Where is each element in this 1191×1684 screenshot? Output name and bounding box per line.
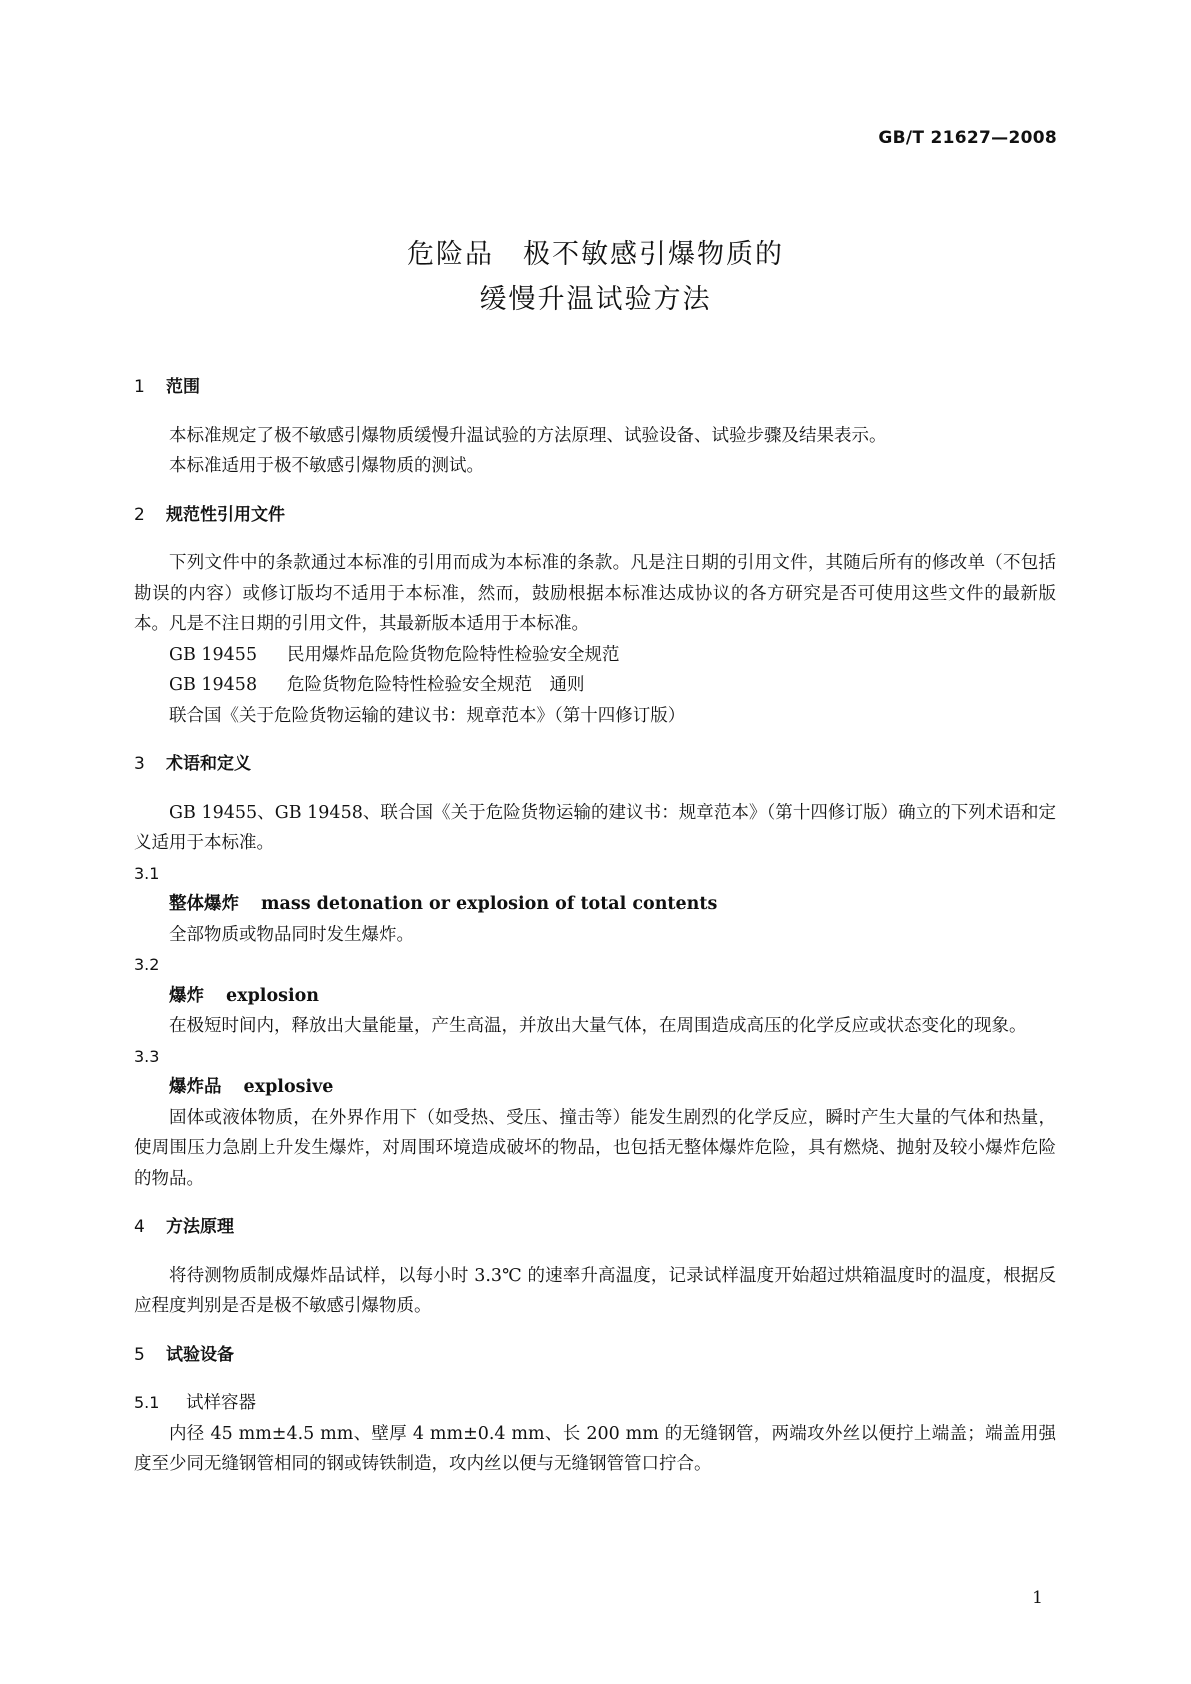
term-number: 3.2 — [134, 955, 160, 974]
term-definition: 全部物质或物品同时发生爆炸。 — [169, 924, 414, 945]
normative-reference: GB 19458 危险货物危险特性检验安全规范 通则 — [169, 675, 585, 695]
page-number: 1 — [1032, 1588, 1043, 1608]
term-entry: 爆炸 explosion — [169, 985, 320, 1006]
paragraph: GB 19455、GB 19458、联合国《关于危险货物运输的建议书：规章范本》（第十四修订版）确立的下列术语和定义适用于本标准。 — [134, 802, 1056, 853]
term-definition: 在极短时间内，释放出大量能量，产生高温，并放出大量气体，在周围造成高压的化学反应或状态变化的现象。 — [169, 1016, 1027, 1036]
paragraph: 内径 45 mm±4.5 mm、壁厚 4 mm±0.4 mm、长 200 mm 的无缝钢管，两端攻外丝以便拧上端盖；端盖用强度至少同无缝钢管相同的钢或铸铁制造，攻内丝以便与无缝钢管管口拧合。 — [134, 1423, 1056, 1474]
paragraph: 将待测物质制成爆炸品试样，以每小时 3.3℃ 的速率升高温度，记录试样温度开始超过烘箱温度时的温度，根据反应程度判别是否是极不敏感引爆物质。 — [134, 1265, 1056, 1316]
subsection-heading: 5.1 试样容器 — [134, 1393, 256, 1413]
section-heading-1: 1 范围 — [134, 377, 200, 397]
term-number: 3.3 — [134, 1046, 160, 1066]
paragraph: 本标准适用于极不敏感引爆物质的测试。 — [169, 456, 484, 476]
standard-number: GB/T 21627—2008 — [878, 128, 1057, 148]
document-title-line1: 危险品 极不敏感引爆物质的 — [407, 239, 784, 270]
term-definition: 固体或液体物质，在外界作用下（如受热、受压、撞击等）能发生剧烈的化学反应，瞬时产生大量的气体和热量，使周围压力急剧上升发生爆炸，对周围环境造成破坏的物品，也包括无整体爆炸危险，具有燃烧、抛射及较小爆炸危险的物品。 — [134, 1107, 1056, 1189]
normative-reference: 联合国《关于危险货物运输的建议书：规章范本》（第十四修订版） — [169, 705, 686, 726]
document-body — [134, 372, 1056, 1480]
document-title-line2: 缓慢升温试验方法 — [479, 284, 712, 315]
term-number: 3.1 — [134, 863, 160, 883]
normative-reference: GB 19455 民用爆炸品危险货物危险特性检验安全规范 — [169, 644, 620, 665]
section-heading-4: 4 方法原理 — [134, 1217, 234, 1237]
paragraph: 本标准规定了极不敏感引爆物质缓慢升温试验的方法原理、试验设备、试验步骤及结果表示。 — [169, 425, 887, 446]
term-entry: 整体爆炸 mass detonation or explosion of total contents — [169, 894, 718, 914]
section-heading-3: 3 术语和定义 — [134, 754, 251, 774]
paragraph: 下列文件中的条款通过本标准的引用而成为本标准的条款。凡是注日期的引用文件，其随后所有的修改单（不包括勘误的内容）或修订版均不适用于本标准，然而，鼓励根据本标准达成协议的各方研究是否可使用这些文件的最新版本。凡是不注日期的引用文件，其最新版本适用于本标准。 — [134, 553, 1056, 634]
section-heading-5: 5 试验设备 — [134, 1344, 234, 1365]
term-entry: 爆炸品 explosive — [169, 1077, 334, 1097]
section-heading-2: 2 规范性引用文件 — [134, 504, 285, 525]
